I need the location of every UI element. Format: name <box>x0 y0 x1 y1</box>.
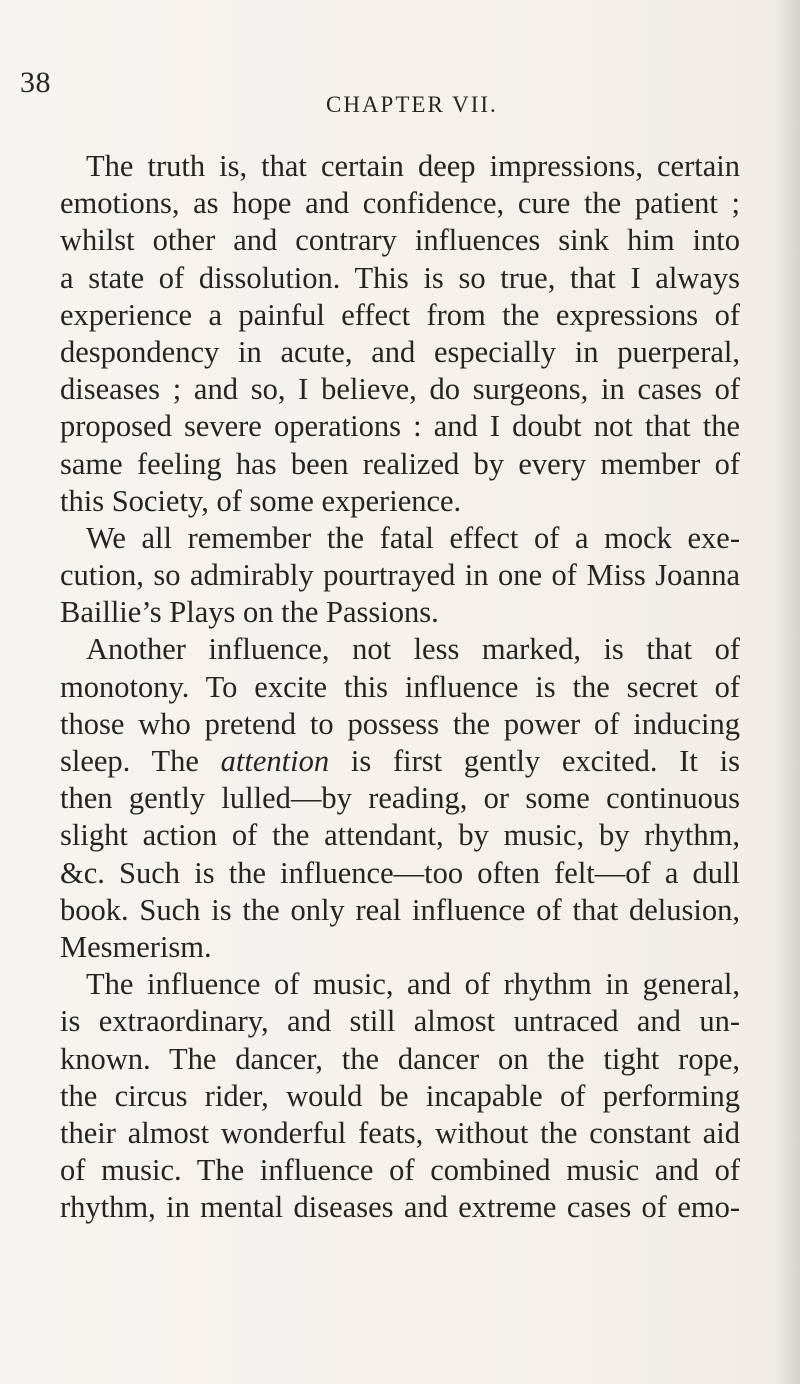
text-line: a state of dissolution. This is so true, that I always <box>60 260 740 295</box>
text-line: emotions, as hope and confidence, cure the patient ; <box>60 186 740 221</box>
text-segment: sleep. The <box>60 744 221 778</box>
text-line: is extraordinary, and still almost untraced and un- <box>60 1004 740 1039</box>
text-line: We all remember the fatal effect of a mock exe- <box>86 520 740 555</box>
text-line: slight action of the attendant, by music, by rhythm, <box>60 818 740 853</box>
text-line-with-emphasis <box>60 743 740 780</box>
text-line: the circus rider, would be incapable of performing <box>60 1078 740 1113</box>
text-line: of music. The influence of combined music and of <box>60 1153 740 1188</box>
text-line: diseases ; and so, I believe, do surgeons, in cases of <box>60 372 740 407</box>
text-line: proposed severe operations : and I doubt not that the <box>60 409 740 444</box>
text-line: this Society, of some experience. <box>60 483 462 518</box>
text-line: Another influence, not less marked, is that of <box>86 632 740 667</box>
text-line: &c. Such is the influence—too often felt—of a dull <box>60 855 740 890</box>
body-text <box>60 148 740 1226</box>
text-line: then gently lulled—by reading, or some continuous <box>60 781 740 816</box>
chapter-heading: CHAPTER VII. <box>326 92 498 117</box>
text-line: Baillie’s Plays on the Passions. <box>60 595 439 630</box>
text-line: monotony. To excite this influence is the secret of <box>60 669 740 704</box>
text-line: those who pretend to possess the power of inducing <box>60 706 740 741</box>
text-line: whilst other and contrary influences sink him into <box>60 223 740 258</box>
text-line: book. Such is the only real influence of that delusion, <box>60 892 740 927</box>
text-line: The influence of music, and of rhythm in general, <box>86 967 740 1002</box>
text-line: same feeling has been realized by every member of <box>60 446 740 481</box>
text-line: The truth is, that certain deep impressions, certain <box>86 149 740 183</box>
page-number: 38 <box>20 66 51 99</box>
text-segment: is first gently excited. It is <box>329 744 740 778</box>
text-line: cution, so admirably pourtrayed in one of Miss Joanna <box>60 558 740 593</box>
text-line: known. The dancer, the dancer on the tight rope, <box>60 1041 740 1076</box>
text-line: despondency in acute, and especially in puerperal, <box>60 334 740 369</box>
text-line: Mesmerism. <box>60 929 212 964</box>
page-edge-shadow <box>778 0 800 1384</box>
text-line: rhythm, in mental diseases and extreme cases of emo- <box>60 1190 740 1225</box>
text-line: experience a painful effect from the expressions of <box>60 297 740 332</box>
emphasis-attention: attention <box>220 744 330 778</box>
text-line: their almost wonderful feats, without the constant aid <box>60 1115 740 1150</box>
